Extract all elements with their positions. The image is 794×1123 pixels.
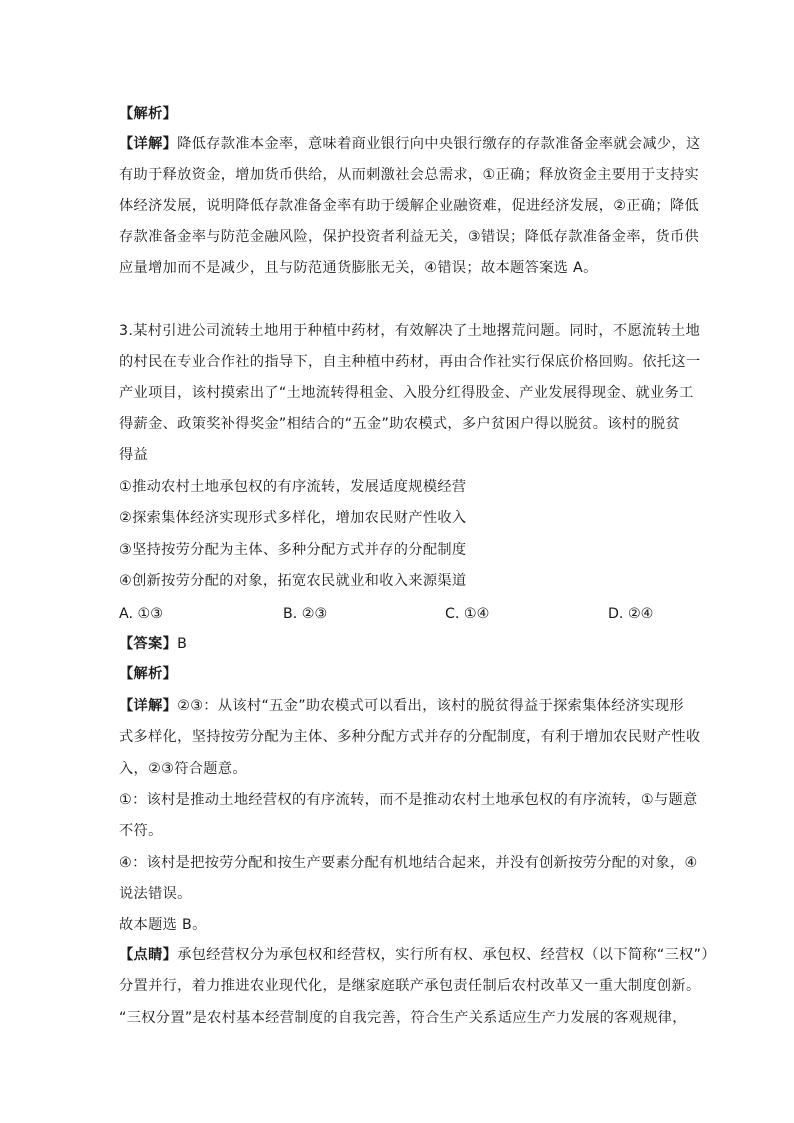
comment-line-2: 分置并行，着力推进农业现代化，是继家庭联产承包责任制后农村改革又一重大制度创新。 <box>119 978 701 994</box>
option-d: D. ②④ <box>608 606 654 622</box>
statement-4: ④创新按劳分配的对象，拓宽农民就业和收入来源渠道 <box>119 573 467 589</box>
detail2-line-1 <box>119 696 684 716</box>
comment-text: 承包经营权分为承包权和经营权，实行所有权、承包权、经营权（以下简称“三权”） <box>177 947 716 963</box>
detail-label-2: 【详解】 <box>119 698 178 714</box>
analysis-heading <box>119 104 177 124</box>
statement-1: ①推动农村土地承包权的有序流转，发展适度规模经营 <box>119 479 467 495</box>
detail-line-3: 体经济发展，说明降低存款准备金率有助于缓解企业融资难，促进经济发展，②正确；降低 <box>119 198 700 214</box>
question-stem-line-1: 3.某村引进公司流转土地用于种植中药材，有效解决了土地撂荒问题。同时，不愿流转土地 <box>119 323 701 339</box>
note4-line-1: ④：该村是把按劳分配和按生产要素分配有机地结合起来，并没有创新按劳分配的对象，④ <box>119 855 698 871</box>
question-stem-line-5: 得益 <box>119 447 149 463</box>
detail-line-5: 应量增加而不是减少，且与防范通货膨胀无关，④错误；故本题答案选 A。 <box>119 260 598 276</box>
option-a: A. ①③ <box>119 606 163 622</box>
question-stem-line-2: 的村民在专业合作社的指导下，自主种植中药材，再由合作社实行保底价格回购。依托这一 <box>119 354 701 370</box>
detail-text: 降低存款准本金率，意味着商业银行向中央银行缴存的存款准备金率就会减少，这 <box>177 136 701 152</box>
analysis-heading-2 <box>119 664 177 684</box>
comment-line-1 <box>119 945 716 965</box>
answer-value: B <box>177 636 188 652</box>
note1-line-1: ①：该村是推动土地经营权的有序流转，而不是推动农村土地承包权的有序流转，①与题意 <box>119 792 698 808</box>
detail2-line-2: 式多样化，坚持按劳分配为主体、多种分配方式并存的分配制度，有利于增加农民财产性收 <box>119 729 701 745</box>
option-b: B. ②③ <box>283 606 328 622</box>
statement-2: ②探索集体经济实现形式多样化，增加农民财产性收入 <box>119 510 467 526</box>
question-stem-line-3: 产业项目，该村摸索出了“土地流转得租金、入股分红得股金、产业发展得现金、就业务工 <box>119 385 694 401</box>
note4-line-2: 说法错误。 <box>119 886 192 902</box>
option-c: C. ①④ <box>445 606 490 622</box>
analysis-label-2: 【解析】 <box>119 666 178 682</box>
comment-line-3: “三权分置”是农村基本经营制度的自我完善，符合生产关系适应生产力发展的客观规律， <box>119 1010 687 1026</box>
analysis-label: 【解析】 <box>119 106 178 122</box>
answer-label: 【答案】 <box>119 636 178 652</box>
answer-line <box>119 634 187 654</box>
detail-line-1 <box>119 134 701 154</box>
note1-line-2: 不符。 <box>119 823 163 839</box>
detail-line-2: 有助于释放资金，增加货币供给，从而刺激社会总需求，①正确；释放资金主要用于支持实 <box>119 167 700 183</box>
detail-label: 【详解】 <box>119 136 178 152</box>
comment-label: 【点睛】 <box>119 947 178 963</box>
question-stem-line-4: 得薪金、政策奖补得奖金”相结合的“五金”助农模式，多户贫困户得以脱贫。该村的脱贫 <box>119 416 680 432</box>
statement-3: ③坚持按劳分配为主体、多种分配方式并存的分配制度 <box>119 542 467 558</box>
conclusion: 故本题选 B。 <box>119 917 207 933</box>
detail2-line-3: 入，②③符合题意。 <box>119 761 247 777</box>
detail2-text: ②③：从该村“五金”助农模式可以看出，该村的脱贫得益于探索集体经济实现形 <box>177 698 684 714</box>
detail-line-4: 存款准备金率与防范金融风险，保护投资者利益无关，③错误；降低存款准备金率，货币供 <box>119 229 700 245</box>
